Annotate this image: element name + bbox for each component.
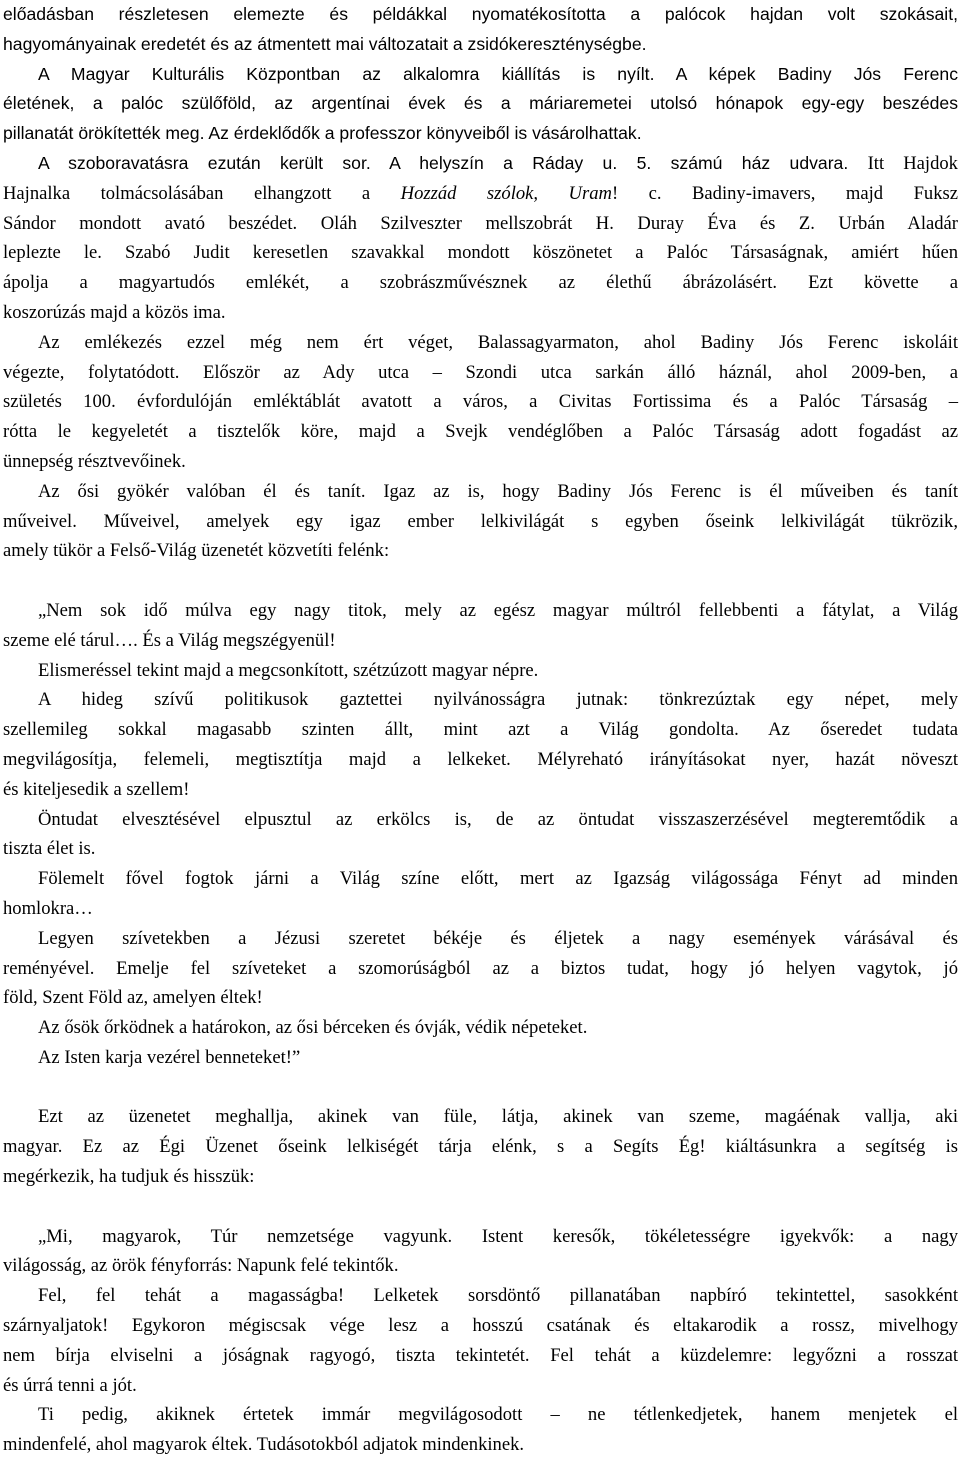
text-segment: Az ősök őrködnek a határokon, az ősi bérceken és óvják, védik népeteket. (38, 1017, 588, 1039)
text-segment: Az Isten karja vezérel benneteket!” (38, 1046, 301, 1068)
text-segment: és úrrá tenni a jót. (3, 1374, 137, 1396)
paragraph-p11 (3, 924, 958, 1013)
text-segment: Hozzád szólok, Uram (400, 182, 612, 204)
text-line (3, 1013, 958, 1043)
text-line (3, 775, 958, 805)
text-line (3, 209, 958, 239)
text-segment: mindenfelé, ahol magyarok éltek. Tudásotokból adjatok mindenkinek. (3, 1434, 525, 1456)
text-line (3, 298, 958, 328)
text-line (3, 924, 958, 954)
text-line (3, 507, 958, 537)
text-line (3, 358, 958, 388)
text-segment: pillanatát örökítették meg. Az érdeklődők a professzor könyveiből is vásárolhattak. (3, 123, 642, 144)
text-line (3, 328, 958, 358)
paragraph-p3 (3, 149, 958, 328)
text-line (3, 1251, 958, 1281)
text-segment: magyar. Ez az Égi Üzenet őseink lelkiségét tárja elénk, s a Segíts Ég! kiáltásunkra a segítség is (3, 1136, 958, 1158)
text-segment: Itt Hajdok (867, 152, 958, 174)
text-line (3, 954, 958, 984)
text-line (3, 1430, 958, 1460)
paragraph-p7 (3, 656, 958, 686)
text-segment: Fel, fel tehát a magasságba! Lelketek sorsdöntő pillanatában napbíró tekintettel, sasokként (38, 1285, 958, 1307)
paragraph-p1 (3, 0, 958, 60)
text-segment: szárnyaljatok! Egykoron mégiscsak vége lesz a hosszú csatának és eltakarodik a rossz, mivelhogy (3, 1315, 958, 1337)
text-line (3, 656, 958, 686)
text-line (3, 864, 958, 894)
text-segment: ünnepség résztvevőinek. (3, 450, 186, 472)
text-line (3, 238, 958, 268)
text-segment: leplezte le. Szabó Judit keresetlen szavakkal mondott köszönetet a Palóc Társaságnak, amiért hűen (3, 242, 958, 264)
text-segment: megérkezik, ha tudjuk és hisszük: (3, 1166, 255, 1188)
text-line (3, 536, 958, 566)
text-line (3, 1132, 958, 1162)
paragraph-gap (3, 1192, 958, 1222)
text-line (3, 149, 958, 179)
paragraph-p8 (3, 685, 958, 804)
paragraph-gap (3, 1073, 958, 1103)
text-segment: megvilágosítja, felemeli, megtisztítja majd a lelkeket. Mélyreható irányításokat nyer, hazát növeszt (3, 748, 958, 770)
text-line (3, 477, 958, 507)
text-line (3, 745, 958, 775)
text-segment: A hideg szívű politikusok gaztettei nyilvánosságra jutnak: tönkrezúztak egy népet, mely (38, 689, 958, 711)
text-line (3, 447, 958, 477)
text-segment: születés 100. évfordulóján emléktáblát avatott a város, a Civitas Fortissima és a Palóc Társaság – (3, 391, 958, 413)
text-segment: Az emlékezés ezzel még nem ért véget, Balassagyarmaton, ahol Badiny Jós Ferenc iskoláit (38, 331, 958, 353)
text-line (3, 685, 958, 715)
paragraph-p6 (3, 596, 958, 656)
paragraph-p10 (3, 864, 958, 924)
text-line (3, 30, 958, 60)
paragraph-p5 (3, 477, 958, 566)
text-segment: szellemileg sokkal magasabb szinten állt, mint azt a Világ gondolta. Az őseredet tudata (3, 719, 958, 741)
text-segment: Fölemelt fővel fogtok járni a Világ színe előtt, mert az Igazság világossága Fényt ad minden (38, 868, 958, 890)
text-line (3, 268, 958, 298)
paragraph-p4 (3, 328, 958, 477)
text-line (3, 983, 958, 1013)
text-segment: A szoboravatásra ezután került sor. A helyszín a Ráday u. 5. számú ház udvara. (38, 152, 868, 173)
text-line (3, 1102, 958, 1132)
text-segment: és kiteljesedik a szellem! (3, 778, 190, 800)
text-segment: „Mi, magyarok, Túr nemzetsége vagyunk. Istent keresők, tökéletességre igyekvők: a nagy (38, 1225, 958, 1247)
text-segment: Sándor mondott avató beszédet. Oláh Szilveszter mellszobrát H. Duray Éva és Z. Urbán Aladár (3, 212, 958, 234)
paragraph-p17 (3, 1400, 958, 1460)
text-segment: Hajnalka tolmácsolásában elhangzott a (3, 182, 401, 204)
text-segment: Ti pedig, akiknek értetek immár megvilágosodott – ne tétlenkedjetek, hanem menjetek el (38, 1404, 958, 1426)
text-segment: előadásban részletesen elemezte és példákkal nyomatékosította a palócok hajdan volt szokásait, (3, 4, 958, 24)
text-line (3, 1162, 958, 1192)
text-segment: műveivel. Műveivel, amelyek egy igaz ember lelkivilágát s egyben őseink lelkivilágát tükrözik, (3, 510, 958, 532)
text-segment: tiszta élet is. (3, 838, 96, 860)
paragraph-p12 (3, 1013, 958, 1043)
text-line (3, 715, 958, 745)
text-line (3, 1222, 958, 1252)
paragraph-p14 (3, 1102, 958, 1191)
paragraph-gap (3, 566, 958, 596)
text-segment: rótta le kegyeletét a tisztelők köre, majd a Svejk vendéglőben a Palóc Társaság adott fogadást az (3, 421, 958, 443)
text-segment: nem bírja elviselni a jóságnak ragyogó, tiszta tekintetét. Fel tehát a küzdelemre: legyőzni a rosszat (3, 1344, 958, 1366)
paragraph-p2 (3, 60, 958, 149)
text-line (3, 834, 958, 864)
text-line (3, 1371, 958, 1401)
text-line (3, 417, 958, 447)
paragraph-p13 (3, 1043, 958, 1073)
text-segment: világosság, az örök fényforrás: Napunk felé tekintők. (3, 1255, 399, 1277)
text-line (3, 60, 958, 90)
text-line (3, 1400, 958, 1430)
text-segment: Legyen szívetekben a Jézusi szeretet békéje és éljetek a nagy események várásával és (38, 927, 958, 949)
document-body (3, 0, 958, 1460)
text-segment: föld, Szent Föld az, amelyen éltek! (3, 987, 263, 1009)
text-line (3, 1311, 958, 1341)
text-segment: szeme elé tárul…. És a Világ megszégyenül! (3, 629, 336, 651)
text-segment: „Nem sok idő múlva egy nagy titok, mely az egész magyar múltról fellebbenti a fátylat, a Világ (38, 599, 958, 621)
text-segment: amely tükör a Felső-Világ üzenetét közvetíti felénk: (3, 540, 390, 562)
paragraph-p9 (3, 805, 958, 865)
text-segment: Öntudat elvesztésével elpusztul az erkölcs is, de az öntudat visszaszerzésével megteremtődik a (38, 808, 958, 830)
text-segment: hagyományainak eredetét és az átmentett mai változatait a zsidókereszténységbe. (3, 33, 647, 54)
text-segment: reményével. Emelje fel szíveteket a szomorúságból az a biztos tudat, hogy jó helyen vagytok, jó (3, 957, 958, 979)
text-line (3, 1043, 958, 1073)
text-line (3, 1281, 958, 1311)
text-segment: Az ősi gyökér valóban él és tanít. Igaz az is, hogy Badiny Jós Ferenc is él műveiben és tanít (38, 480, 958, 502)
text-line (3, 805, 958, 835)
text-line (3, 89, 958, 119)
text-line (3, 1341, 958, 1371)
text-segment: koszorúzás majd a közös ima. (3, 301, 226, 323)
text-segment: Ezt az üzenetet meghallja, akinek van füle, látja, akinek van szeme, magáénak vallja, aki (38, 1106, 958, 1128)
paragraph-p16 (3, 1281, 958, 1400)
text-line (3, 387, 958, 417)
text-line (3, 596, 958, 626)
text-line (3, 179, 958, 209)
text-line (3, 894, 958, 924)
text-line (3, 0, 958, 30)
text-segment: életének, a palóc szülőföld, az argentínai évek és a máriaremetei utolsó hónapok egy-egy beszédes (3, 93, 958, 114)
text-segment: végezte, folytatódott. Először az Ady utca – Szondi utca sarkán álló háznál, ahol 2009-ben, a (3, 361, 958, 383)
text-segment: A Magyar Kulturális Központban az alkalomra kiállítás is nyílt. A képek Badiny Jós Ferenc (38, 63, 958, 84)
text-segment: ápolja a magyartudós emlékét, a szobrászművésznek az élethű ábrázolásért. Ezt követte a (3, 272, 958, 294)
text-segment: Elismeréssel tekint majd a megcsonkított, szétzúzott magyar népre. (38, 659, 539, 681)
paragraph-p15 (3, 1222, 958, 1282)
text-line (3, 119, 958, 149)
text-line (3, 626, 958, 656)
text-segment: homlokra… (3, 897, 93, 919)
text-segment: ! c. Badiny-imavers, majd Fuksz (611, 182, 959, 204)
